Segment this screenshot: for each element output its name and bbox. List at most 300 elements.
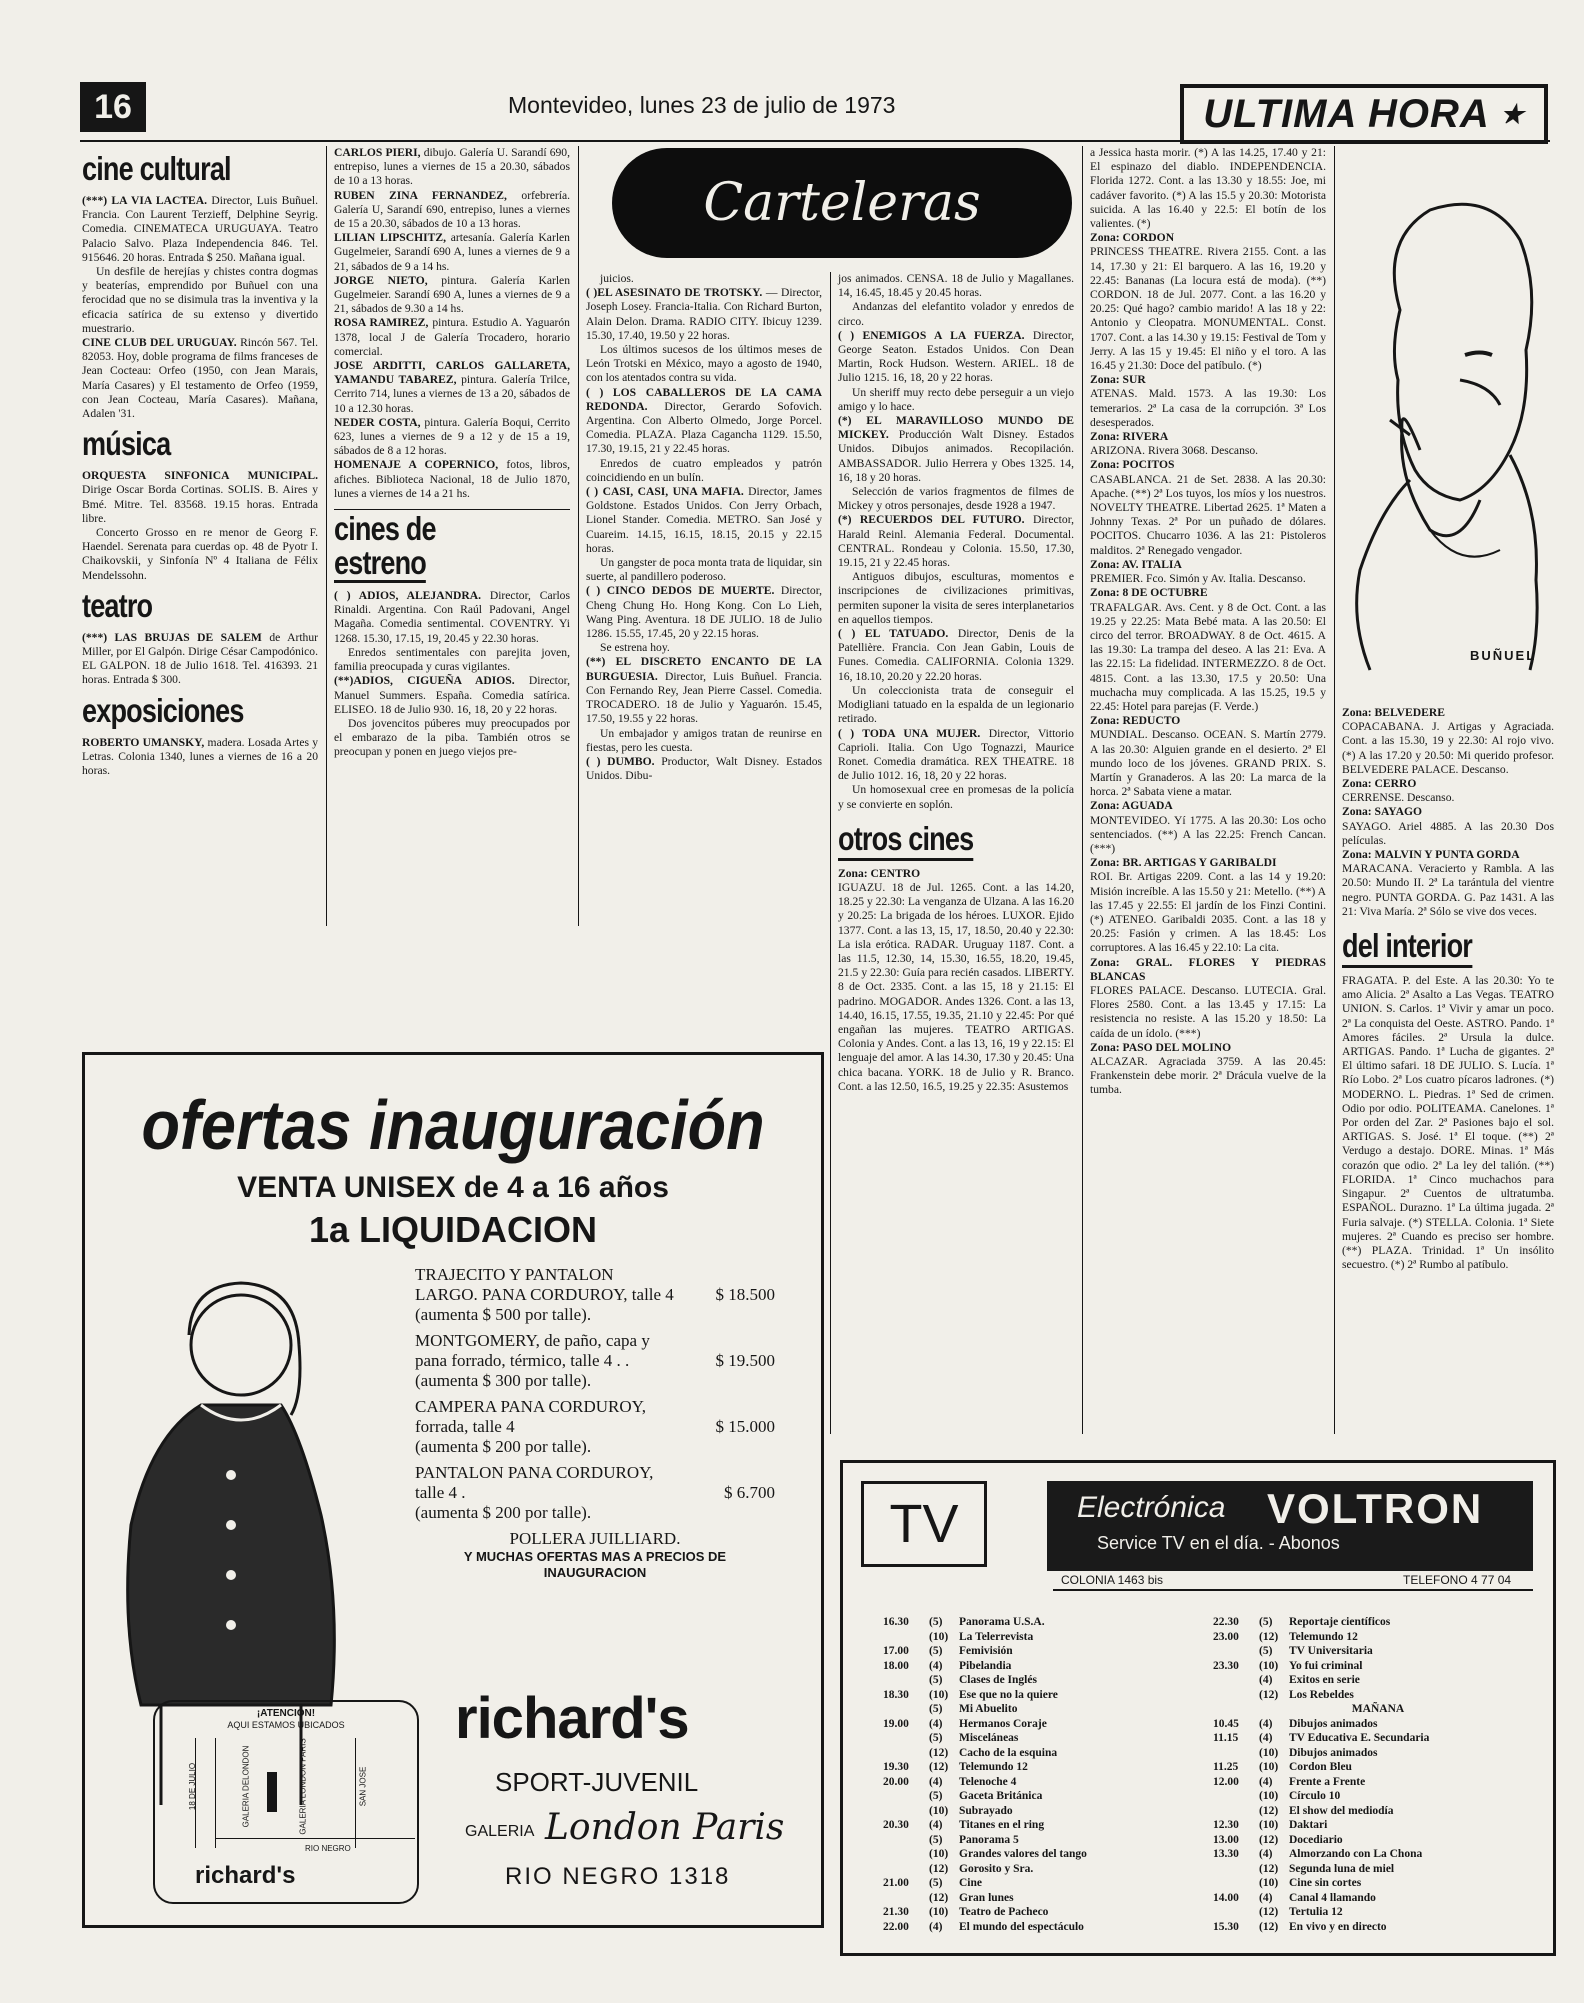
tv-program-time xyxy=(883,1847,929,1862)
tv-program-row xyxy=(883,1688,1203,1703)
masthead-logo xyxy=(1180,84,1548,144)
section-title-cine-cultural: cine cultural xyxy=(82,150,231,187)
tv-program-time xyxy=(883,1702,929,1717)
listing-entry-text: Dirige Oscar Borda Cortinas. SOLIS. B. Aires y Bmé. Mitre. Tel. 83568. 19.15 horas. Entrada libre. xyxy=(82,483,318,525)
tv-program-channel: (5) xyxy=(929,1616,943,1628)
listing-entry xyxy=(838,783,1074,811)
ad-liquidacion: 1a LIQUIDACION xyxy=(308,1209,598,1250)
tv-program-channel: (10) xyxy=(1259,1659,1279,1672)
listing-entry-title: NEDER COSTA, xyxy=(334,415,421,429)
tv-program-row xyxy=(1213,1688,1543,1703)
tv-program-row xyxy=(1213,1818,1543,1833)
listing-entry xyxy=(82,265,318,336)
tv-program-channel: (12) xyxy=(1259,1862,1279,1875)
tv-program-row xyxy=(1213,1644,1543,1659)
listing-entry-text: pintura. Estudio A. Yaguarón 1378, local J de Galería Trocadero, horario comercial. xyxy=(334,316,570,358)
listing-entry-text: Un homosexual cree en promesas de la policía y se convierte en soplón. xyxy=(838,783,1074,811)
tv-program-channel: (4) xyxy=(1259,1891,1273,1904)
tv-program-row xyxy=(883,1833,1203,1848)
tv-program-title: Panorama 5 xyxy=(959,1833,1019,1846)
listing-entry xyxy=(1090,245,1326,373)
listing-entry xyxy=(1090,728,1326,799)
tv-program-channel: (12) xyxy=(1259,1906,1279,1918)
estreno-list xyxy=(334,589,570,759)
brand-subtitle: SPORT-JUVENIL xyxy=(495,1767,699,1797)
listing-entry-text: pintura. Galería Boqui, Cerrito 623, lunes a viernes de 9 a 12 y de 15 a 19, sábados de 8 a 12 horas. xyxy=(334,415,570,458)
listing-entry-text: pintura. Galería Trilce, Cerrito 714, lunes a viernes de 13 a 20, sábados de 10 a 12.30 horas. xyxy=(334,373,570,415)
map-street-18-de-julio: 18 DE JULIO xyxy=(188,1762,198,1811)
listing-entry-title: ( ) CASI, CASI, UNA MAFIA. xyxy=(586,485,744,499)
listing-entry-text: ARIZONA. Rivera 3068. Descanso. xyxy=(1090,444,1259,458)
tv-program-row xyxy=(883,1847,1203,1862)
tv-program-row xyxy=(1213,1615,1543,1630)
listing-entry-text: PREMIER. Fco. Simón y Av. Italia. Descanso. xyxy=(1090,572,1306,586)
listing-entry xyxy=(586,556,822,584)
tv-program-row xyxy=(1213,1862,1543,1877)
voltron-rule xyxy=(1053,1589,1533,1591)
tv-program-time xyxy=(883,1804,929,1819)
map-street-line xyxy=(355,1738,356,1848)
listing-entry-text: artesanía. Galería Karlen Gugelmeier, Sarandí 690 A, lunes a viernes de 9 a 21, sábados de 9 a 14 hs. xyxy=(334,231,570,273)
tv-program-title: Círculo 10 xyxy=(1289,1790,1341,1802)
column-estreno-cont xyxy=(586,272,822,783)
listing-entry xyxy=(82,631,318,688)
tv-program-title: Yo fui criminal xyxy=(1289,1659,1363,1672)
tv-program-channel: (12) xyxy=(929,1761,949,1773)
tv-program-row xyxy=(883,1862,1203,1877)
map-street-galeria-delondon: GALERIA DELONDON xyxy=(241,1745,251,1828)
listing-entry xyxy=(586,343,822,386)
ad-extra-extra-1: POLLERA JUILLIARD. xyxy=(509,1529,681,1548)
listing-entry xyxy=(586,584,822,641)
product-list xyxy=(415,1265,775,1581)
listing-entry-text: Director, James Goldstone. Estados Unidos. Con Jerry Orbach, Lionel Stander. Comedia. METRO. San José y Cuareim. 14.15, 16.15, 18.15, 20.15 y 22.15 horas. xyxy=(586,485,822,555)
galeria-label: GALERIA xyxy=(465,1823,535,1840)
tv-program-time: 23.00 xyxy=(1213,1630,1239,1643)
listing-entry-text: Director, Luis Buñuel. Francia. Con Fernando Rey, Jean Pierre Cassel. Comedia. TROCADERO. 18 de Julio y Yaguarón. 15.45, 17.50, 19.55 y 22 horas. xyxy=(586,669,822,726)
listing-entry-text: TRAFALGAR. Avs. Cent. y 8 de Oct. Cont. a las 19.25 y 22.25: Mata Bebé mata. A las 20.50: El circo del terror. BROADWAY. 8 de Oct. 4615. A las 19.30: La trampa del deseo. A las 21: Eva. A las 22.15: La fidelidad. INTERMEZZO. 8 de Oct. 4815. Cont. a las 13.30, 17.5 y 20.50: Una muchacha muy complicada. A las 15.25, 19.5 y 22.45: Hotel para parejas (F. Verde.) xyxy=(1090,600,1326,713)
tv-program-time: 18.00 xyxy=(883,1659,909,1672)
store-address: RIO NEGRO 1318 xyxy=(505,1863,731,1890)
listing-entry xyxy=(838,386,1074,414)
tv-program-time xyxy=(1213,1746,1259,1761)
listing-entry-text: FRAGATA. P. del Este. A las 20.30: Yo te amo Alicia. 2ª Asalto a Las Vegas. TEATRO UNION. S. Carlos. 1ª Vivir y amar un poco. 2ª La conquista del Oeste. ASTRO. Pando. 1ª Amores fáciles. 2ª Ursula la dulce. ARTIGAS. Pando. 1ª Lucha de gigantes. 2ª El último safari. 18 DE JULIO. S. Lucía. 1ª Río Lobo. 2ª Los cuatro pícaros ladrones. (*) MODERNO. L. Piedras. 1ª Sed de crimen. Odio por odio. POLITEAMA. Canelones. 1ª Por orden del Zar. 2ª Pasiones bajo el sol. ARTIGAS. S. José. 1ª El toque. (**) 2ª Verdugo a destajo. DORE. Minas. 1ª Más corazón que odio. 2ª La ley del talión. (**) FLORIDA. 1ª Cinco muchachos para Singapur. 2ª Cuentos de ultratumba. ESPAÑOL. Durazno. 1ª La última jugada. 2ª Furia salvaje. (*) STELLA. Colonia. 1ª Siete mujeres. 2ª Cuando es preciso ser hombre. (**) PLAZA. Trinidad. 1ª Un insólito secuestro. (*) 2ª Rumbo al patíbulo. xyxy=(1342,974,1554,1272)
tv-program-row xyxy=(1213,1731,1543,1746)
ad-subtitle: VENTA UNISEX de 4 a 16 años xyxy=(237,1171,669,1204)
map-street-line xyxy=(215,1738,216,1848)
tv-program-channel: (12) xyxy=(929,1862,949,1875)
map-street-galeria-london-paris: GALERIA LONDON PARIS xyxy=(298,1738,308,1835)
tv-program-title: Cine sin cortes xyxy=(1289,1877,1362,1889)
column-divider xyxy=(578,146,579,926)
column-divider xyxy=(326,146,327,926)
listing-entry xyxy=(586,272,822,286)
tv-program-row xyxy=(1213,1804,1543,1819)
tv-program-title: Pibelandia xyxy=(959,1659,1012,1672)
listing-entry-text: IGUAZU. 18 de Jul. 1265. Cont. a las 14.20, 18.25 y 22.30: La venganza de Ulzana. A las 16.20 y 20.25: La brigada de los héroes. LUXOR. Ejido 1377. Cont. a las 13, 15, 17, 18.50, 20.40 y 22.30: La isla erótica. RADAR. Uruguay 1187. Cont. a las 11.5, 12.30, 14, 15.30, 16.55, 18.20, 19.45, 21.5 y 22.30: Guía para recién casados. LIBERTY. 8 de Oct. 2335. Cont. a las 15, 18 y 21.15: El padrino. MOGADOR. Andes 1326. Cont. a las 13, 14.40, 16.15, 17.55, 19.35, 21.10 y 22.45: Por qué engañan las mujeres. TEATRO ARTIGAS. Colonia y Andes. Cont. a las 13, 16, 19 y 22.15: El lenguaje del amor. A las 14.30, 17.30 y 20.45: Una chica bacana. YORK. 18 de Julio y R. Branco. Cont. a las 12.50, 16.5, 19.25 y 22.35: Asustemos xyxy=(838,880,1075,1093)
tv-program-time xyxy=(883,1789,929,1804)
tv-program-row xyxy=(883,1804,1203,1819)
map-logo: richard's xyxy=(195,1862,296,1889)
map-street-rio-negro: RIO NEGRO xyxy=(305,1844,351,1853)
tv-program-channel: (4) xyxy=(1259,1848,1273,1860)
section-title-otros-cines: otros cines xyxy=(838,820,973,861)
tv-program-channel: (10) xyxy=(1259,1819,1279,1831)
tv-program-title: Docediario xyxy=(1289,1833,1343,1846)
interior-list xyxy=(1342,974,1554,1272)
tv-program-title: Canal 4 llamando xyxy=(1289,1891,1376,1904)
listing-entry-title: Zona: RIVERA xyxy=(1090,430,1169,444)
listing-entry xyxy=(1090,373,1326,387)
voltron-brand: VOLTRON xyxy=(1267,1485,1484,1532)
tv-program-row xyxy=(1213,1876,1543,1891)
ad-extra-extra-2: Y MUCHAS OFERTAS MAS A PRECIOS DE INAUGURACION xyxy=(463,1549,727,1580)
tv-program-title: Gran lunes xyxy=(959,1891,1014,1904)
tv-schedule-box xyxy=(840,1460,1556,1956)
tv-program-time xyxy=(1213,1905,1259,1920)
listing-entry-text: PRINCESS THEATRE. Rivera 2155. Cont. a las 14, 17.30 y 21: El barquero. A las 16, 19.20 y 22.45: Bananas (La locura está de moda). (**) CORDON. 18 de Jul. 2077. Cont. a las 16.20 y 20.25: Qué hago? cambio marido! A las 18 y 22: Antonio y Cleopatra. MONUMENTAL. Const. 1707. Cont. a las 14.30 y 19.15: Festival de Tom y Jerry. A las 15 y 19.45: El niño y el toro. A las 16.45 y 21.30: Doce del patíbulo. (*) xyxy=(1090,245,1326,373)
listing-entry-text: FLORES PALACE. Descanso. LUTECIA. Gral. Flores 2580. Cont. a las 13.45 y 17.15: La resistencia no resiste. A las 15.20 y 18.50: La caída de un ídolo. (***) xyxy=(1090,983,1326,1040)
brand-name: richard's xyxy=(455,1686,689,1751)
tv-program-time: 12.30 xyxy=(1213,1819,1239,1831)
ad-product-price: $ 6.700 xyxy=(724,1483,775,1502)
tv-program-time: 14.00 xyxy=(1213,1891,1239,1904)
listing-entry xyxy=(838,684,1074,727)
tv-program-channel: (4) xyxy=(1259,1775,1273,1788)
listing-entry-title: Zona: PASO DEL MOLINO xyxy=(1090,1040,1232,1054)
tv-program-channel: (12) xyxy=(1259,1804,1279,1817)
estreno-list-cont2 xyxy=(838,272,1074,812)
tv-program-row xyxy=(883,1876,1203,1891)
tv-program-time: 12.00 xyxy=(1213,1775,1239,1788)
listing-entry xyxy=(334,589,570,646)
listing-entry xyxy=(1342,720,1554,777)
listing-entry-title: Zona: CENTRO xyxy=(838,866,921,880)
listing-entry-title: Zona: AV. ITALIA xyxy=(1090,557,1182,571)
listing-entry-title: Zona: REDUCTO xyxy=(1090,714,1181,728)
listing-entry-text: Un desfile de herejías y chistes contra dogmas y beaterías, emprendido por Buñuel con una ferocidad que no se disimula tras la inventiva y la eficacia satírica de su extenso y divertido muestrario. xyxy=(82,265,318,335)
ad-product-note: (aumenta $ 300 por talle). xyxy=(415,1371,592,1390)
listing-entry xyxy=(1090,146,1326,231)
ad-product-name: CAMPERA PANA CORDUROY, forrada, talle 4 xyxy=(415,1397,646,1436)
listing-entry-text: Antiguos dibujos, esculturas, momentos e inscripciones de civilizaciones primitivas, permiten suponer la visita de seres interplanetarios en aquellos tiempos. xyxy=(838,570,1074,626)
listing-entry-title: CINE CLUB DEL URUGUAY. xyxy=(82,336,237,350)
listing-entry xyxy=(1090,572,1326,586)
ad-product-note: (aumenta $ 200 por talle). xyxy=(415,1437,592,1456)
tv-program-time: 18.30 xyxy=(883,1688,909,1701)
listing-entry-text: a Jessica hasta morir. (*) A las 14.25, 17.40 y 21: El espinazo del diablo. INDEPENDENCIA. Florida 1272. Cont. a las 13.30 y 18.55: Joe, mi cadáver favorito. (*) A las 15.5 y 20.30: Motorista suicida. A las 16.40 y 22.5: El botín de los valientes. (*) xyxy=(1090,146,1326,231)
listing-entry xyxy=(334,146,570,189)
tv-program-row xyxy=(1213,1702,1543,1717)
otros-cines-list xyxy=(838,867,1074,1094)
listing-entry-text: COPACABANA. J. Artigas y Agraciada. Cont. a las 15.30, 19 y 22.30: Al rojo vivo. (*) A las 17.20 y 20.50: Mi querido profesor. BELVEDERE PALACE. Descanso. xyxy=(1342,720,1554,776)
tv-program-title: Dibujos animados xyxy=(1289,1746,1378,1759)
tv-program-time: 20.00 xyxy=(883,1775,909,1788)
listing-entry-text: Selección de varios fragmentos de filmes de Mickey y otros personajes, desde 1928 a 1947. xyxy=(838,485,1074,513)
listing-entry-text: de Arthur Miller, por El Galpón. Dirige César Campodónico. EL GALPON. 18 de Julio 1618. Tel. 416393. 21 horas. Entrada $ 300. xyxy=(82,630,318,687)
voltron-phone: TELEFONO 4 77 04 xyxy=(1403,1573,1512,1587)
listing-entry xyxy=(1090,458,1326,472)
tv-program-time: 15.30 xyxy=(1213,1920,1239,1933)
tv-program-row xyxy=(883,1731,1203,1746)
column-zonas-interior xyxy=(1342,706,1554,1272)
tv-program-title: Gaceta Británica xyxy=(959,1790,1043,1802)
tv-program-channel: (10) xyxy=(1259,1877,1279,1889)
tv-program-time: 23.30 xyxy=(1213,1659,1239,1672)
listing-entry-title: Zona: CERRO xyxy=(1342,777,1417,791)
listing-entry-title: ( ) EL TATUADO. xyxy=(838,627,949,641)
section-title-estreno: estreno xyxy=(334,544,427,582)
store-location-map xyxy=(153,1700,419,1904)
tv-program-channel: (4) xyxy=(1259,1732,1273,1744)
tv-program-row xyxy=(883,1644,1203,1659)
tv-program-time: 16.30 xyxy=(883,1616,909,1628)
tv-program-title: Almorzando con La Chona xyxy=(1289,1848,1423,1860)
listing-entry xyxy=(838,881,1074,1094)
listing-entry-title: RUBEN ZINA FERNANDEZ, xyxy=(334,188,507,202)
tv-program-channel: (12) xyxy=(1259,1688,1279,1701)
listing-entry xyxy=(586,755,822,783)
listing-entry xyxy=(82,526,318,583)
tv-program-row xyxy=(883,1630,1203,1645)
section-title-del-interior: del interior xyxy=(1342,927,1472,968)
listing-entry xyxy=(1090,586,1326,600)
listing-entry xyxy=(334,359,570,416)
tv-program-title: Frente a Frente xyxy=(1289,1775,1366,1788)
tv-program-time xyxy=(1213,1876,1259,1891)
zonas-list xyxy=(1090,146,1326,1098)
listing-entry xyxy=(1342,805,1554,819)
tv-program-title: Cacho de la esquina xyxy=(959,1746,1058,1759)
voltron-tagline: Service TV en el día. - Abonos xyxy=(1097,1533,1340,1553)
tv-program-title: Tertulia 12 xyxy=(1289,1906,1343,1918)
tv-program-title: Titanes en el ring xyxy=(959,1819,1045,1831)
tv-program-time: 22.30 xyxy=(1213,1616,1239,1628)
tv-program-title: Gorosito y Sra. xyxy=(959,1862,1034,1875)
tv-program-time xyxy=(883,1731,929,1746)
tv-program-title: Grandes valores del tango xyxy=(959,1848,1087,1860)
tv-program-channel: (5) xyxy=(929,1703,943,1715)
bunuel-caricature xyxy=(1340,150,1556,690)
listing-entry xyxy=(334,646,570,674)
listing-entry-title: ORQUESTA SINFONICA MUNICIPAL. xyxy=(82,469,318,483)
listing-entry-text: Director, Vittorio Caprioli. Italia. Con Ugo Tognazzi, Maurice Ronet. Comedia dramática. REX THEATRE. 18 de Julio 1012. 16, 18, 20 y 22 horas. xyxy=(838,726,1074,783)
listing-entry-title: (*) EL MARAVILLOSO MUNDO DE MICKEY. xyxy=(838,414,1074,442)
tv-program-title: Femivisión xyxy=(959,1645,1013,1657)
tv-program-time xyxy=(883,1746,929,1761)
tv-program-channel: (5) xyxy=(1259,1616,1273,1628)
listing-entry-title: ( ) CINCO DEDOS DE MUERTE. xyxy=(586,584,775,598)
listing-entry xyxy=(586,286,822,343)
tv-program-title: Hermanos Coraje xyxy=(959,1717,1047,1730)
tv-program-time xyxy=(1213,1673,1259,1688)
listing-entry-title: LILIAN LIPSCHITZ, xyxy=(334,231,447,245)
tv-program-row xyxy=(883,1891,1203,1906)
galerias-list xyxy=(334,146,570,501)
tv-program-title: El show del mediodía xyxy=(1289,1804,1394,1817)
listing-entry xyxy=(334,717,570,760)
tv-program-channel: (10) xyxy=(929,1804,949,1817)
tv-program-title: Cine xyxy=(959,1877,982,1889)
masthead-title: ULTIMA HORA xyxy=(1203,92,1489,136)
tv-program-row xyxy=(1213,1775,1543,1790)
voltron-ad xyxy=(1047,1481,1533,1571)
tv-program-row xyxy=(883,1905,1203,1920)
listing-entry xyxy=(1342,848,1554,862)
listing-entry-text: Director, George Seaton. Estados Unidos. Con Dean Martin, Rock Hudson. Western. ARIEL. 18 de Julio 1215. 16, 18, 20 y 22 horas. xyxy=(838,328,1074,385)
listing-entry xyxy=(1090,473,1326,558)
ad-product-price: $ 18.500 xyxy=(715,1285,775,1304)
listing-entry xyxy=(586,641,822,655)
listing-entry xyxy=(1342,791,1554,805)
listing-entry-text: Los últimos sucesos de los últimos meses de León Trotski en México, mayo a agosto de 1940, con los atentados contra su vida. xyxy=(586,343,822,385)
tv-program-title: La Telerrevista xyxy=(959,1630,1034,1643)
caricature-drawing xyxy=(1340,150,1556,690)
listing-entry xyxy=(586,457,822,485)
ad-product xyxy=(415,1397,775,1457)
tv-program-row xyxy=(1213,1717,1543,1732)
tv-program-row xyxy=(883,1760,1203,1775)
tv-program-title: Exitos en serie xyxy=(1289,1674,1360,1686)
listing-entry-text: Director, Gerardo Sofovich. Argentina. Con Alberto Olmedo, Jorge Porcel. Comedia. PLAZA. Plaza Cagancha 1129. 15.50, 17.30, 19.15, 21 y 22.45 horas. xyxy=(586,399,822,456)
listing-entry-text: Enredos de cuatro empleados y patrón coincidiendo en un bulín. xyxy=(586,456,822,484)
listing-entry xyxy=(82,736,318,779)
map-attention: ¡ATENCION! xyxy=(256,1708,316,1719)
tv-program-row xyxy=(883,1673,1203,1688)
listing-entry-text: Un coleccionista trata de conseguir el Modigliani tatuado en la espalda de un legionario retirado. xyxy=(838,683,1074,726)
section-title-exposiciones: exposiciones xyxy=(82,691,244,729)
listing-entry xyxy=(334,189,570,232)
tv-program-channel: (5) xyxy=(929,1877,943,1889)
listing-entry xyxy=(1090,870,1326,955)
section-title-teatro: teatro xyxy=(82,586,153,624)
listing-entry xyxy=(1090,387,1326,430)
tv-program-channel: (4) xyxy=(929,1775,943,1788)
listing-entry-text: Andanzas del elefantito volador y enredos de circo. xyxy=(838,300,1074,328)
ad-product-note: (aumenta $ 200 por talle). xyxy=(415,1503,592,1522)
tv-program-title: Ese que no la quiere xyxy=(959,1688,1058,1701)
musica-list xyxy=(82,469,318,583)
listing-entry-title: Zona: CORDON xyxy=(1090,231,1175,245)
tv-schedule-left xyxy=(883,1615,1203,1934)
listing-entry xyxy=(1342,974,1554,1272)
tv-program-row xyxy=(1213,1789,1543,1804)
listing-entry xyxy=(82,469,318,526)
tv-program-channel: (12) xyxy=(1259,1833,1279,1846)
listing-entry xyxy=(1090,1041,1326,1055)
listing-entry-text: Director, Denis de la Patellière. Francia. Con Jean Gabin, Louis de Funes. Comedia. CALIFORNIA. Colonia 1329. 16, 18.10, 20.20 y 22.20 horas. xyxy=(838,627,1075,683)
tv-program-title: Segunda luna de miel xyxy=(1289,1862,1395,1875)
tv-program-time xyxy=(1213,1804,1259,1819)
tv-program-time xyxy=(1213,1688,1259,1703)
listing-entry-text: ATENAS. Mald. 1573. A las 19.30: Los temerarios. 2ª La casa de la corrupción. 3ª Los desesperados. xyxy=(1090,387,1326,429)
listing-entry xyxy=(1090,444,1326,458)
listing-entry xyxy=(1090,1055,1326,1098)
tv-program-title: Daktari xyxy=(1289,1819,1328,1831)
listing-entry xyxy=(838,485,1074,513)
listing-entry xyxy=(838,570,1074,627)
star-icon: ★ xyxy=(1500,99,1525,129)
galeria-name: London Paris xyxy=(545,1807,785,1848)
listing-entry-title: (**)ADIOS, CIGUEÑA ADIOS. xyxy=(334,674,515,688)
listing-entry-title: Zona: SAYAGO xyxy=(1342,805,1423,819)
listing-entry-text: ROI. Br. Artigas 2209. Cont. a las 14 y 19.20: Misión increíble. A las 15.50 y 21: Metello. (**) A las 17.45 y 22.55: El jardín de los Finzi Contini. (*) ATENEO. Garibaldi 2035. Cont. a las 18 y 20.25: Fasión y crimen. A las 18.45: Los corruptores. A las 16.45 y 22.10: La cita. xyxy=(1090,870,1326,955)
listing-entry-text: Director, Manuel Summers. España. Comedia satírica. ELISEO. 18 de Julio 930. 16, 18, 20 y 22 horas. xyxy=(334,674,570,716)
listing-entry-text: jos animados. CENSA. 18 de Julio y Magallanes. 14, 16.45, 18.45 y 20.45 horas. xyxy=(838,272,1074,300)
listing-entry-title: ( ) ENEMIGOS A LA FUERZA. xyxy=(838,328,1025,342)
listing-entry xyxy=(838,414,1074,485)
zonas-list-cont xyxy=(1342,706,1554,919)
section-title-musica: música xyxy=(82,425,171,463)
voltron-address: COLONIA 1463 bis xyxy=(1061,1573,1164,1587)
tv-program-title: Telemundo 12 xyxy=(959,1761,1028,1773)
listing-entry-text: Director, Cheng Chung Ho. Hong Kong. Con Lo Lieh, Wang Ping. Aventura. 18 DE JULIO. 18 de Julio 1286. 15.55, 17.45, 20 y 22.15 horas. xyxy=(586,584,822,641)
tv-program-channel: (4) xyxy=(929,1920,943,1933)
tv-program-channel: (4) xyxy=(929,1659,943,1672)
listing-entry xyxy=(838,867,1074,881)
tv-program-row xyxy=(1213,1659,1543,1674)
ad-product-name: MONTGOMERY, de paño, capa y pana forrado, térmico, talle 4 . . xyxy=(415,1331,650,1370)
tv-day-label: MAÑANA xyxy=(1351,1703,1405,1715)
listing-entry xyxy=(838,272,1074,300)
listing-entry-title: ROBERTO UMANSKY, xyxy=(82,735,205,749)
tv-program-time xyxy=(883,1862,929,1877)
listing-entry xyxy=(1090,799,1326,813)
tv-program-channel: (5) xyxy=(929,1732,943,1744)
listing-entry-title: ( ) TODA UNA MUJER. xyxy=(838,726,981,740)
tv-program-channel: (10) xyxy=(929,1848,949,1860)
listing-entry-title: Zona: GRAL. FLORES Y PIEDRAS BLANCAS xyxy=(1090,955,1326,983)
tv-program-channel: (4) xyxy=(929,1819,943,1831)
listing-entry xyxy=(1090,956,1326,984)
column-galerias-estreno xyxy=(334,146,570,760)
listing-entry-text: madera. Losada Artes y Letras. Colonia 1340, lunes a viernes de 16 a 20 horas. xyxy=(82,735,318,778)
ad-product xyxy=(415,1463,775,1523)
column-estreno-otros-cines xyxy=(838,272,1074,1094)
listing-entry-title: ( )EL ASESINATO DE TROTSKY. xyxy=(586,286,763,300)
tv-program-time: 17.00 xyxy=(883,1645,909,1657)
tv-program-row xyxy=(1213,1920,1543,1935)
listing-entry-text: fotos, libros, afiches. Biblioteca Nacional, 18 de Julio 1870, lunes a viernes de 14 a 21 hs. xyxy=(334,458,570,500)
listing-entry-title: (***) LA VIA LACTEA. xyxy=(82,194,208,207)
listing-entry xyxy=(1342,706,1554,720)
teatro-list xyxy=(82,631,318,688)
tv-program-time xyxy=(1213,1862,1259,1877)
tv-program-time: 11.15 xyxy=(1213,1732,1239,1744)
listing-entry xyxy=(334,416,570,459)
caricature-signature: BUÑUEL xyxy=(1470,648,1537,663)
listing-entry xyxy=(838,329,1074,386)
listing-entry-title: (***) LAS BRUJAS DE SALEM xyxy=(82,630,262,644)
tv-program-channel: (5) xyxy=(929,1674,943,1686)
listing-entry-title: Zona: 8 DE OCTUBRE xyxy=(1090,586,1208,600)
tv-program-channel: (12) xyxy=(1259,1920,1279,1933)
ad-product-note: (aumenta $ 500 por talle). xyxy=(415,1305,592,1324)
tv-program-title: TV Educativa E. Secundaria xyxy=(1289,1732,1430,1744)
listing-entry-title: Zona: BELVEDERE xyxy=(1342,706,1445,719)
listing-entry-text: Rincón 567. Tel. 82053. Hoy, doble programa de films franceses de Jean Cocteau: Orfeo (1950, con Jean Marais, María Casares) y El testamento de Orfeo (1959, con Jean Cocteau, María Casares). Mañana, Adalen '31. xyxy=(82,336,318,421)
tv-program-channel: (12) xyxy=(929,1746,949,1759)
listing-entry-text: SAYAGO. Ariel 4885. A las 20.30 Dos películas. xyxy=(1342,819,1554,847)
tv-program-channel: (5) xyxy=(929,1833,943,1846)
listing-entry-text: Producción Walt Disney. Estados Unidos. Dibujos animados. Recopilación. AMBASSADOR. Julio Herrera y Obes 1325. 14, 16, 18 y 20 horas. xyxy=(838,428,1074,484)
column-divider xyxy=(1334,146,1335,1434)
listing-entry xyxy=(1090,856,1326,870)
tv-program-time xyxy=(883,1630,929,1645)
tv-program-row xyxy=(1213,1760,1543,1775)
listing-entry-text: juicios. xyxy=(600,272,634,285)
tv-program-time: 13.00 xyxy=(1213,1833,1239,1846)
